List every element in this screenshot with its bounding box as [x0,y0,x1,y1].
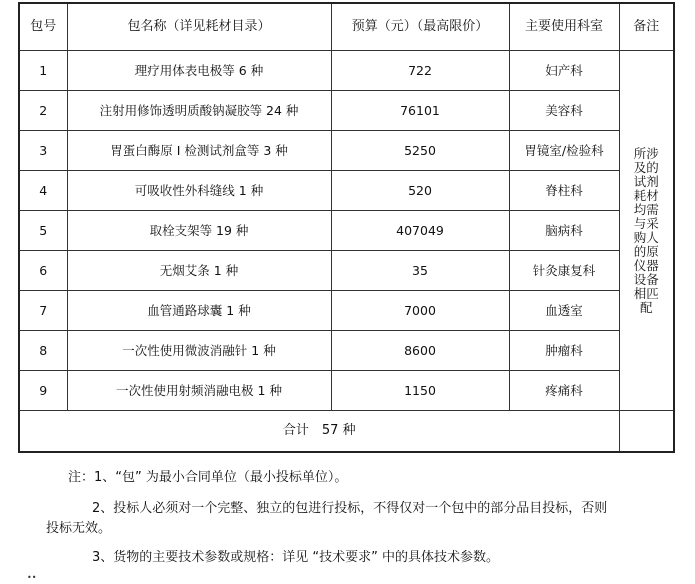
package-number: 5 [19,211,67,251]
remark-cell [619,51,674,411]
package-name: 可吸收性外科缝线 1 种 [67,171,331,211]
budget-value: 520 [331,171,509,211]
budget-value: 722 [331,51,509,91]
header-budget: 预算（元）（最高限价） [331,3,509,51]
total-cell: 合计 57 种 [19,411,619,453]
department: 肿瘤科 [509,331,619,371]
package-number: 3 [19,131,67,171]
package-name: 一次性使用射频消融电极 1 种 [67,371,331,411]
header-remark: 备注 [619,3,674,51]
note-3: 3、货物的主要技术参数或规格：详见 “技术要求” 中的具体技术参数。 [92,550,500,565]
table-row [19,211,674,251]
table-row [19,291,674,331]
package-number: 6 [19,251,67,291]
package-name: 一次性使用微波消融针 1 种 [67,331,331,371]
package-name: 注射用修饰透明质酸钠凝胶等 24 种 [67,91,331,131]
department: 脑病科 [509,211,619,251]
procurement-table [18,2,675,453]
header-department: 主要使用科室 [509,3,619,51]
table-row [19,51,674,91]
budget-value: 35 [331,251,509,291]
table-row [19,331,674,371]
department: 胃镜室/检验科 [509,131,619,171]
package-name: 理疗用体表电极等 6 种 [67,51,331,91]
budget-value: 1150 [331,371,509,411]
package-number: 8 [19,331,67,371]
note-2: 2、投标人必须对一个完整、独立的包进行投标，不得仅对一个包中的部分品目投标，否则投标无效。 [46,501,608,536]
package-number: 7 [19,291,67,331]
table-row [19,251,674,291]
package-name: 无烟艾条 1 种 [67,251,331,291]
budget-value: 407049 [331,211,509,251]
decorative-dots: •• [27,573,37,582]
total-row [19,411,674,453]
package-name: 取栓支架等 19 种 [67,211,331,251]
package-name: 胃蛋白酶原 I 检测试剂盒等 3 种 [67,131,331,171]
department: 脊柱科 [509,171,619,211]
department: 妇产科 [509,51,619,91]
note-1: 注：1、“包” 为最小合同单位（最小投标单位）。 [68,470,348,485]
table-row [19,371,674,411]
department: 针灸康复科 [509,251,619,291]
department: 血透室 [509,291,619,331]
header-package-number: 包号 [19,3,67,51]
budget-value: 7000 [331,291,509,331]
package-number: 4 [19,171,67,211]
package-number: 2 [19,91,67,131]
header-package-name: 包名称（详见耗材目录） [67,3,331,51]
package-number: 1 [19,51,67,91]
remark-text: 所涉及的试剂耗材均需与采购人的原仪器设备相匹配 [633,145,659,315]
package-name: 血管通路球囊 1 种 [67,291,331,331]
table-row [19,131,674,171]
department: 疼痛科 [509,371,619,411]
budget-value: 5250 [331,131,509,171]
table-row [19,171,674,211]
header-row [19,3,674,51]
package-number: 9 [19,371,67,411]
budget-value: 8600 [331,331,509,371]
department: 美容科 [509,91,619,131]
budget-value: 76101 [331,91,509,131]
table-row [19,91,674,131]
